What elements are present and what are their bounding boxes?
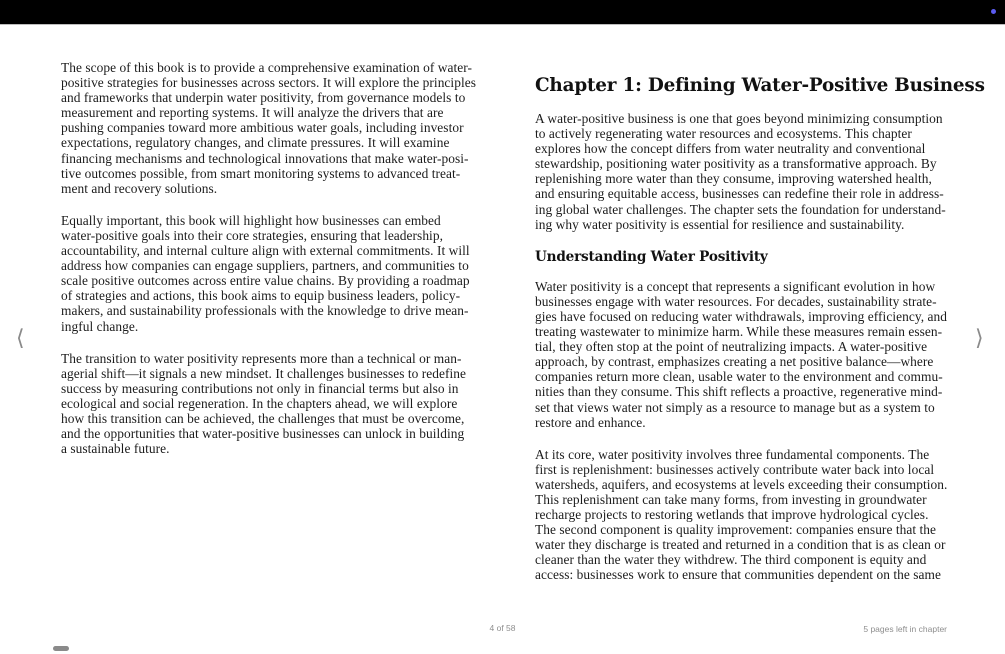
text-line: agerial shift—it signals a new mindset. It challenges businesses to redefine bbox=[61, 365, 467, 381]
scroll-handle[interactable] bbox=[53, 646, 69, 651]
text-line: how this transition can be achieved, the challenges that must be overcome, bbox=[61, 410, 465, 426]
text-line: approach, by contrast, emphasizes creating a net positive balance—where bbox=[535, 354, 934, 370]
text-line: a sustainable future. bbox=[61, 441, 170, 457]
text-line: replenishing more water than they consume, improving watershed health, bbox=[535, 171, 932, 187]
pages-left-in-chapter: 5 pages left in chapter bbox=[863, 624, 947, 634]
chapter-intro bbox=[535, 111, 947, 232]
text-line: scale positive outcomes across entire value chains. By providing a roadmap bbox=[61, 273, 470, 289]
text-line: stewardship, positioning water positivity as a transformative approach. By bbox=[535, 156, 937, 172]
text-line: watersheds, aquifers, and ecosystems at levels exceeding their consumption. bbox=[535, 476, 948, 492]
chevron-right-icon: ⟩ bbox=[975, 326, 984, 351]
text-line: ingful change. bbox=[61, 318, 139, 334]
text-line: ing why water positivity is essential for resilience and sustainability. bbox=[535, 216, 905, 232]
text-line: restore and enhance. bbox=[535, 414, 646, 430]
text-line: ing global water challenges. The chapter sets the foundation for understand- bbox=[535, 201, 946, 217]
text-line: Equally important, this book will highlight how businesses can embed bbox=[61, 212, 441, 228]
text-line: At its core, water positivity involves three fundamental components. The bbox=[535, 446, 930, 462]
text-line: address how companies can engage suppliers, partners, and communities to bbox=[61, 258, 469, 274]
text-line: success by measuring contributions not only in financial terms but also in bbox=[61, 380, 459, 396]
paragraph bbox=[61, 60, 476, 196]
paragraph bbox=[535, 447, 947, 583]
chapter-title: Chapter 1: Defining Water-Positive Business bbox=[535, 75, 985, 96]
chevron-left-icon: ⟨ bbox=[16, 326, 25, 351]
paragraph bbox=[61, 213, 473, 334]
right-page bbox=[535, 60, 985, 600]
text-line: treating wastewater to minimize harm. While these measures remain essen- bbox=[535, 324, 943, 340]
text-line: measurement and reporting systems. It will analyze the drivers that are bbox=[61, 105, 444, 121]
next-page-button[interactable] bbox=[975, 326, 984, 352]
text-line: and the opportunities that water-positive businesses can unlock in building bbox=[61, 426, 465, 442]
text-line: cleaner than the water they withdrew. The third component is equity and bbox=[535, 552, 927, 568]
text-line: expectations, regulatory changes, and climate pressures. It will examine bbox=[61, 135, 450, 151]
text-line: The second component is quality improvement: companies ensure that the bbox=[535, 522, 937, 538]
text-line: recharge projects to restoring wetlands that improve hydrological cycles. bbox=[535, 507, 929, 523]
text-line: and ensuring equitable access, businesses can redefine their role in address- bbox=[535, 186, 944, 202]
section-title: Understanding Water Positivity bbox=[535, 248, 768, 265]
text-line: ment and recovery solutions. bbox=[61, 180, 218, 196]
text-line: access: businesses work to ensure that communities dependent on the same bbox=[535, 567, 941, 583]
text-line: to actively regenerating water resources and ecosystems. This chapter bbox=[535, 126, 912, 142]
text-line: accountability, and internal culture align with external commitments. It will bbox=[61, 243, 470, 259]
text-line: first is replenishment: businesses actively contribute water back into local bbox=[535, 461, 935, 477]
text-line: positive strategies for businesses across sectors. It will explore the principles bbox=[61, 75, 476, 91]
paragraph bbox=[535, 279, 947, 430]
page-indicator: 4 of 58 bbox=[489, 623, 516, 633]
text-line: ecological and social regeneration. In the chapters ahead, we will explore bbox=[61, 395, 458, 411]
text-line: A water-positive business is one that goes beyond minimizing consumption bbox=[535, 111, 943, 126]
text-line: set that views water not simply as a resource to manage but as a system to bbox=[535, 399, 935, 415]
text-line: explores how the concept differs from water neutrality and conventional bbox=[535, 141, 926, 157]
text-line: Water positivity is a concept that represents a significant evolution in how bbox=[535, 278, 936, 294]
status-dot-icon bbox=[991, 9, 996, 14]
text-line: makers, and sustainability professionals with the knowledge to drive mean- bbox=[61, 303, 469, 319]
text-line: water-positive goals into their core strategies, ensuring that leadership, bbox=[61, 227, 443, 243]
text-line: businesses engage with water resources. For decades, sustainability strate- bbox=[535, 293, 937, 309]
left-page bbox=[61, 60, 476, 473]
text-line: tive outcomes possible, from smart monitoring systems to advanced treat- bbox=[61, 165, 461, 181]
text-line: gies have focused on reducing water withdrawals, improving efficiency, and bbox=[535, 308, 947, 324]
text-line: nities than they consume. This shift reflects a proactive, regenerative mind- bbox=[535, 384, 943, 400]
text-line: financing mechanisms and technological innovations that make water-posi- bbox=[61, 150, 469, 166]
previous-page-button[interactable] bbox=[16, 326, 25, 352]
text-line: pushing companies toward more ambitious water goals, including investor bbox=[61, 120, 464, 136]
text-line: This replenishment can take many forms, from investing in groundwater bbox=[535, 491, 927, 507]
text-line: The scope of this book is to provide a comprehensive examination of water- bbox=[61, 60, 472, 75]
text-line: water they discharge is treated and returned in a condition that is as clean or bbox=[535, 537, 946, 553]
paragraph bbox=[61, 351, 473, 457]
text-line: of strategies and actions, this book aims to equip business leaders, policy- bbox=[61, 288, 461, 304]
text-line: and frameworks that underpin water positivity, from governance models to bbox=[61, 90, 466, 106]
text-line: companies return more clean, usable water to the environment and commu- bbox=[535, 369, 943, 385]
text-line: The transition to water positivity represents more than a technical or man- bbox=[61, 350, 462, 366]
top-bar bbox=[0, 0, 1005, 25]
text-line: tial, they often stop at the point of neutralizing impacts. A water-positive bbox=[535, 339, 928, 355]
